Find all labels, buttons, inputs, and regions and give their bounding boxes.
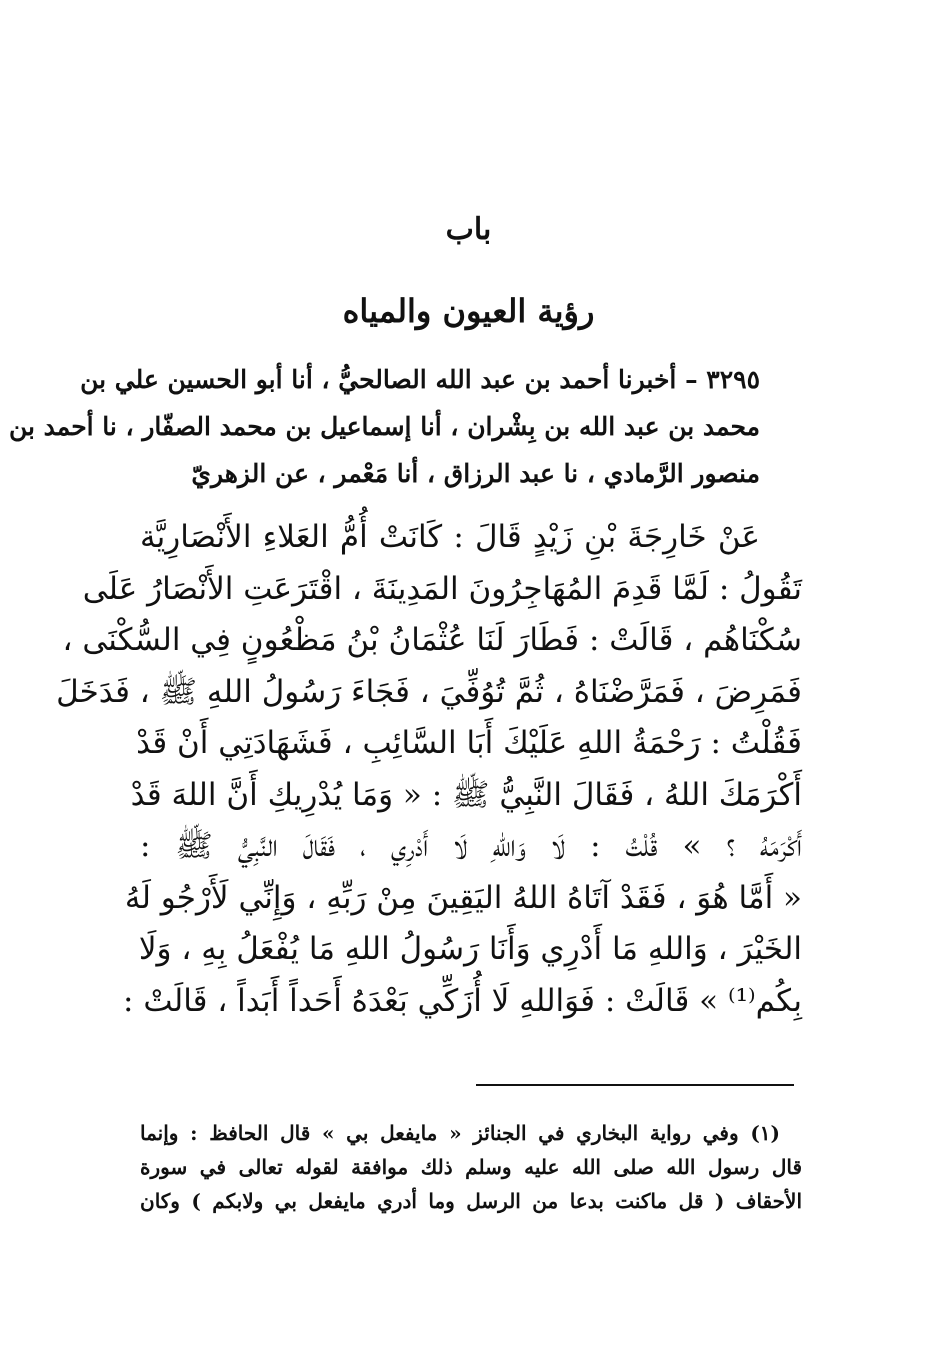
isnad-line: محمد بن عبد الله بن بِشْران ، أنا إسماعيل بن محمد الصفّار ، نا أحمد بن — [8, 412, 760, 441]
hadith-line: تَقُولُ : لَمَّا قَدِمَ المُهَاجِرُونَ المَدِينَةَ ، اقْتَرَعَتِ الأَنْصَارُ عَلَى — [82, 570, 802, 607]
hadith-line: « أَمَّا هُوَ ، فَقَدْ آتَاهُ اللهُ اليَقِينَ مِنْ رَبِّهِ ، وَإِنِّي لَأَرْجُو لَهُ — [124, 879, 802, 916]
hadith-line: الخَيْرَ ، وَاللهِ مَا أَدْرِي وَأَنَا رَسُولُ اللهِ مَا يُفْعَلُ بِهِ ، وَلَا — [138, 931, 802, 967]
isnad-line: منصور الرَّمادي ، نا عبد الرزاق ، أنا مَعْمر ، عن الزهريّ — [191, 459, 760, 488]
isnad-paragraph — [8, 356, 760, 497]
hadith-line: فَمَرِضَ ، فَمَرَّضْنَاهُ ، ثُمَّ تُوُفِّيَ ، فَجَاءَ رَسُولُ اللهِ ﷺ ، فَدَخَلَ — [56, 673, 802, 710]
hadith-line: فَقُلْتُ : رَحْمَةُ اللهِ عَلَيْكَ أَبَا السَّائِبِ ، فَشَهَادَتِي أَنْ قَدْ — [136, 725, 802, 761]
hadith-line: سُكْنَاهُم ، قَالَتْ : فَطَارَ لَنَا عُثْمَانُ بْنُ مَظْعُونٍ فِي السُّكْنَى ، — [62, 622, 802, 658]
footnote-divider — [476, 1084, 794, 1086]
footnote-line: قال رسول الله صلى الله عليه وسلم ذلك موافقة لقوله تعالى في سورة — [140, 1155, 802, 1179]
hadith-line: بِكُم⁽¹⁾ » قَالَتْ : فَوَاللهِ لَا أُزَكِّي بَعْدَهُ أَحَداً أَبَداً ، قَالَتْ : — [123, 982, 802, 1019]
section-title: رؤية العيون والمياه — [342, 292, 595, 330]
footnote-block — [140, 1116, 802, 1218]
footnote-line: الأحقاف ( قل ماكنت بدعا من الرسل وما أدري مايفعل بي ولابكم ) وكان — [140, 1189, 803, 1213]
hadith-line: أَكْرَمَهُ ؟ » قُلْتُ : لَا وَاللهِ لَا أَدْرِي ، فَقَالَ النَّبِيُّ ﷺ : — [140, 828, 802, 864]
hadith-line: أَكْرَمَكَ اللهُ ، فَقَالَ النَّبِيُّ ﷺ : « وَمَا يُدْرِيكِ أَنَّ اللهَ قَدْ — [130, 776, 802, 813]
hadith-text — [56, 512, 802, 1027]
isnad-line: ٣٢٩٥ – أخبرنا أحمد بن عبد الله الصالحيُّ ، أنا أبو الحسين علي بن — [80, 365, 760, 394]
hadith-line: عَنْ خَارِجَةَ بْنِ زَيْدٍ قَالَ : كَانَتْ أُمُّ العَلاءِ الأَنْصَارِيَّة — [140, 519, 760, 555]
footnote-line: (١) وفي رواية البخاري في الجنائز « مايفعل بي » قال الحافظ : وإنما — [140, 1121, 781, 1145]
chapter-heading: باب — [445, 212, 492, 247]
